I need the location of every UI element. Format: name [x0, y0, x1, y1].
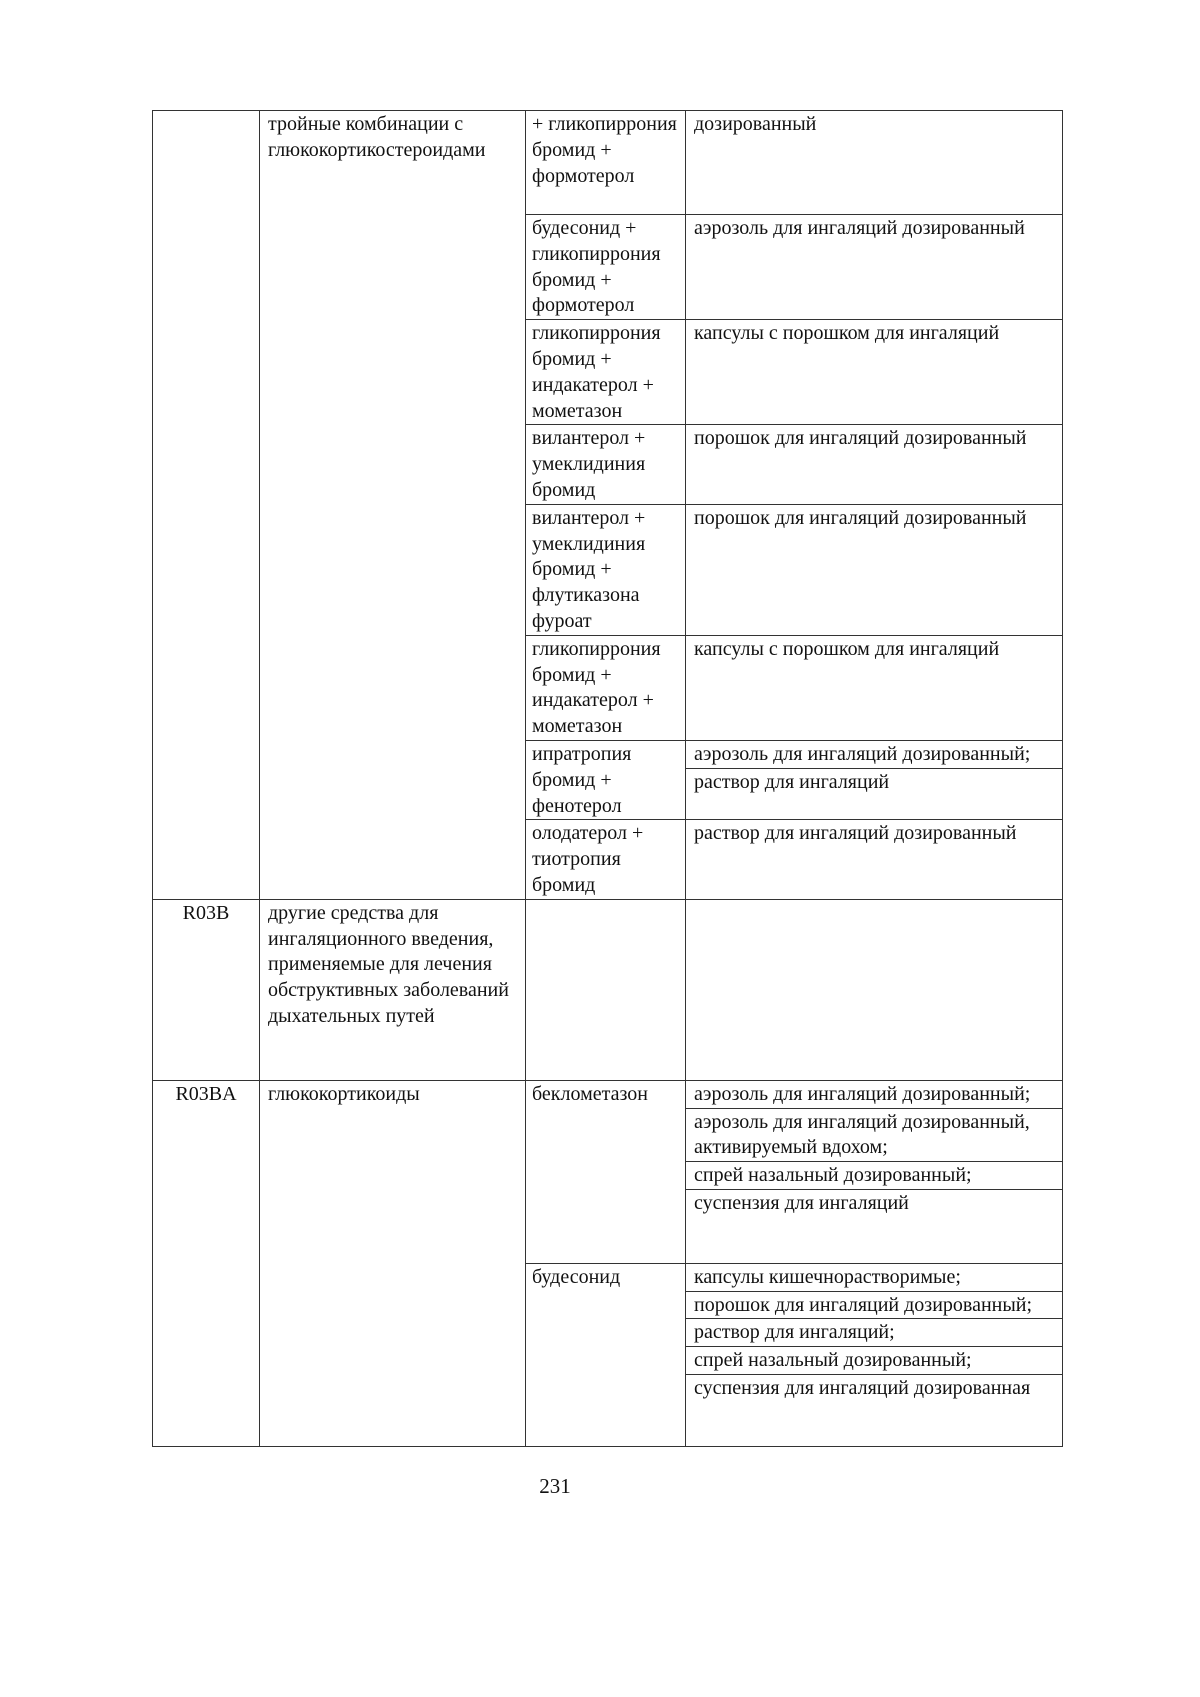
- atc-code-cell: [153, 111, 260, 900]
- inn-cell: будесонид: [526, 1263, 686, 1446]
- table-row: [153, 899, 1063, 1080]
- group-name-cell: глюкокортикоиды: [260, 1080, 526, 1446]
- dosage-form: порошок для ингаляций дозированный;: [686, 1291, 1062, 1319]
- dosage-form: капсулы с порошком для ингаляций: [694, 322, 1000, 345]
- dosage-form: аэрозоль для ингаляций дозированный: [694, 217, 1025, 239]
- table-row: [153, 1080, 1063, 1263]
- inn-cell: беклометазон: [526, 1080, 686, 1263]
- dosage-form-cell: [686, 899, 1063, 1080]
- atc-code-cell: R03BA: [153, 1080, 260, 1446]
- dosage-form-cell: [686, 740, 1063, 819]
- dosage-form: капсулы с порошком для ингаляций: [694, 637, 1000, 660]
- dosage-form: спрей назальный дозированный;: [686, 1161, 1062, 1189]
- dosage-form-cell: [686, 820, 1063, 899]
- dosage-form: суспензия для ингаляций: [686, 1189, 1062, 1217]
- drug-table: [152, 110, 1063, 1447]
- dosage-form-cell: [686, 215, 1063, 320]
- dosage-form-cell: [686, 635, 1063, 740]
- dosage-form: спрей назальный дозированный;: [686, 1346, 1062, 1374]
- dosage-form: аэрозоль для ингаляций дозированный, активируемый вдохом;: [686, 1108, 1062, 1162]
- dosage-form: раствор для ингаляций: [686, 768, 1062, 796]
- dosage-form-cell: [686, 504, 1063, 635]
- inn-cell: гликопиррония бромид + индакатерол + мометазон: [526, 320, 686, 425]
- dosage-form: аэрозоль для ингаляций дозированный;: [694, 1082, 1031, 1105]
- group-name-cell: другие средства для ингаляционного введения, применяемые для лечения обструктивных заболеваний дыхательных путей: [260, 899, 526, 1080]
- inn-cell: гликопиррония бромид + индакатерол + мометазон: [526, 635, 686, 740]
- dosage-form: раствор для ингаляций дозированный: [694, 822, 1017, 845]
- dosage-form: раствор для ингаляций;: [686, 1318, 1062, 1346]
- dosage-form: порошок для ингаляций дозированный: [694, 427, 1027, 450]
- inn-cell: вилантерол + умеклидиния бромид + флутиказона фуроат: [526, 504, 686, 635]
- group-name-cell: тройные комбинации с глюкокортикостероидами: [260, 111, 526, 900]
- dosage-form-cell: [686, 1080, 1063, 1263]
- inn-cell: олодатерол + тиотропия бромид: [526, 820, 686, 899]
- inn-cell: ипратропия бромид + фенотерол: [526, 740, 686, 819]
- dosage-form-cell: [686, 1263, 1063, 1446]
- inn-cell: будесонид + гликопиррония бромид + формотерол: [526, 215, 686, 320]
- dosage-form: порошок для ингаляций дозированный: [694, 506, 1027, 529]
- dosage-form-cell: [686, 425, 1063, 504]
- dosage-form: дозированный: [694, 113, 817, 135]
- dosage-form-cell: [686, 320, 1063, 425]
- dosage-form: капсулы кишечнорастворимые;: [694, 1265, 961, 1288]
- page-number: 231: [539, 1474, 571, 1498]
- dosage-form-cell: [686, 111, 1063, 215]
- inn-cell: вилантерол + умеклидиния бромид: [526, 425, 686, 504]
- atc-code-cell: R03B: [153, 899, 260, 1080]
- dosage-form: аэрозоль для ингаляций дозированный;: [694, 742, 1031, 765]
- inn-cell: [526, 899, 686, 1080]
- dosage-form: суспензия для ингаляций дозированная: [686, 1374, 1062, 1402]
- inn-cell: + гликопиррония бромид + формотерол: [526, 111, 686, 215]
- table-row: [153, 111, 1063, 215]
